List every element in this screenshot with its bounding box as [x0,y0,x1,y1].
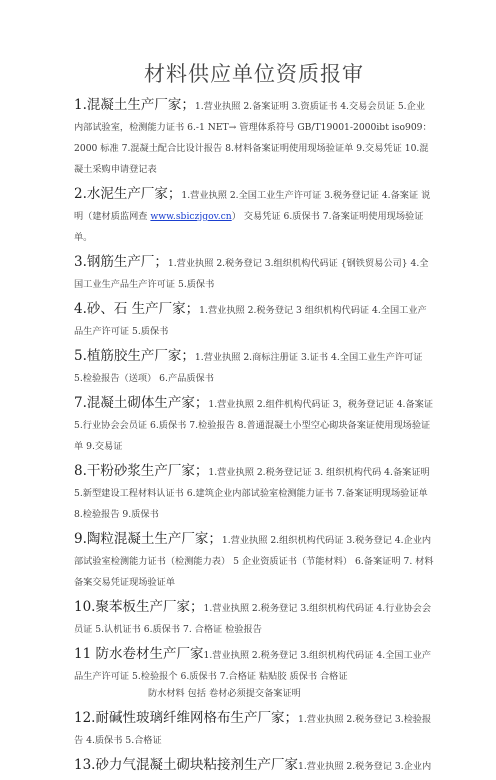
list-item [74,596,434,638]
list-item [74,392,434,455]
item-heading: 1.混凝土生产厂家； [74,97,195,113]
list-item [74,460,434,523]
list-item [74,528,434,591]
item-text: 1.营业执照 2.税务登记 3 组织机构代码证 4.全国工业产品生产许可证 5.质保书 [74,305,427,337]
item-note: 防水材料 包括 卷材必须提交备案证明 [148,688,301,699]
item-text: 1.营业执照 2.备案证明 3.资质证书 4.交易会员证 5.企业内部试验室，检测能力证书 6.-1 NET→ 管理体系符号 GB/T19001-2000ibt iso909：2000 标准 7.混凝土配合比设计报告 8.材料备案证明使用现场验证单 9.交易凭证 10.混凝土采购申请登记表 [74,101,432,175]
list-item [74,183,434,246]
item-text: 1.营业执照 2.商标注册证 3.证书 4.全国工业生产许可证 5.检验报告（送项） 6.产品质保书 [74,352,423,384]
list-item [74,94,434,178]
item-text: 1.营业执照 2.税务登记 3.检验报告 4.质保书 5.合格证 [74,714,432,746]
item-heading: 9.陶粒混凝土生产厂家； [74,531,222,547]
list-item [74,643,434,702]
item-heading: 4.砂、石 生产厂家； [74,301,200,317]
item-heading: 10.聚苯板生产厂家； [74,599,204,615]
item-heading: 11 防水卷材生产厂家 [74,646,204,662]
website-link[interactable]: www.sbiczjgov.cn [150,211,232,222]
item-heading: 13.砂力气混凝土砌块粘接剂生产厂家 [74,757,298,773]
item-heading: 8.干粉砂浆生产厂家； [74,463,209,479]
item-text: 1.营业执照 2.税务登记证 3. 组织机构代码 4.备案证明 5.新型建设工程材料认证书 6.建筑企业内部试验室检测能力证书 7.备案证明现场验证单 8.检验报告 9.质保书 [74,467,430,520]
item-text: 1.营业执照 2.税务登记 3.组织机构代码证 {钢铁贸易公司} 4.全国工业生产品生产许可证 5.质保书 [74,258,429,290]
list-item [74,251,434,293]
list-item [74,707,434,749]
item-heading: 3.钢筋生产厂； [74,254,168,270]
list-item [74,298,434,340]
item-heading: 2.水泥生产厂家； [74,186,182,202]
list-item [74,754,434,775]
item-text: 1.营业执照 2.税务登记 3.组织机构代码证 4.全国工业产品生产许可证 5.检验报个 6.质保书 7.合格证 粘贴胶 质保书 合格证 [74,650,432,682]
item-text: 1.营业执照 2.全国工业生产许可证 3.税务登记证 4.备案证 说明（建材质监网查 [74,190,431,222]
item-text: 1.营业执照 2.税务登记 3.企业内 [297,761,432,772]
document-title: 材料供应单位资质报审 [144,62,364,86]
document-page [74,58,434,780]
item-text: ） 交易凭证 6.质保书 7.备案证明使用现场验证单。 [74,211,424,243]
item-heading: 7.混凝土砌体生产家； [74,395,209,411]
item-text: 1.营业执照 2.组织机构代码证 3.税务登记 4.企业内部试验室检测能力证书（检测能力表） 5 企业资质证书（节能材料） 6.备案证明 7. 材料备案交易凭证现场验证单 [74,535,434,588]
item-heading: 12.耐碱性玻璃纤维网格布生产厂家； [74,710,298,726]
item-heading: 5.植筋胶生产厂家； [74,348,195,364]
item-text: 1.营业执照 2.组件机构代码证 3，税务登记证 4.备案证 5.行业协会会员证 6.质保书 7.检验报告 8.普通混凝土小型空心砌块备案证使用现场验证单 9.交易证 [74,399,434,452]
item-text: 1.营业执照 2.税务登记 3.组织机构代码证 4.行业协会会员证 5.认机证书 6.质保书 7. 合格证 检验报告 [74,603,432,635]
list-item [74,345,434,387]
